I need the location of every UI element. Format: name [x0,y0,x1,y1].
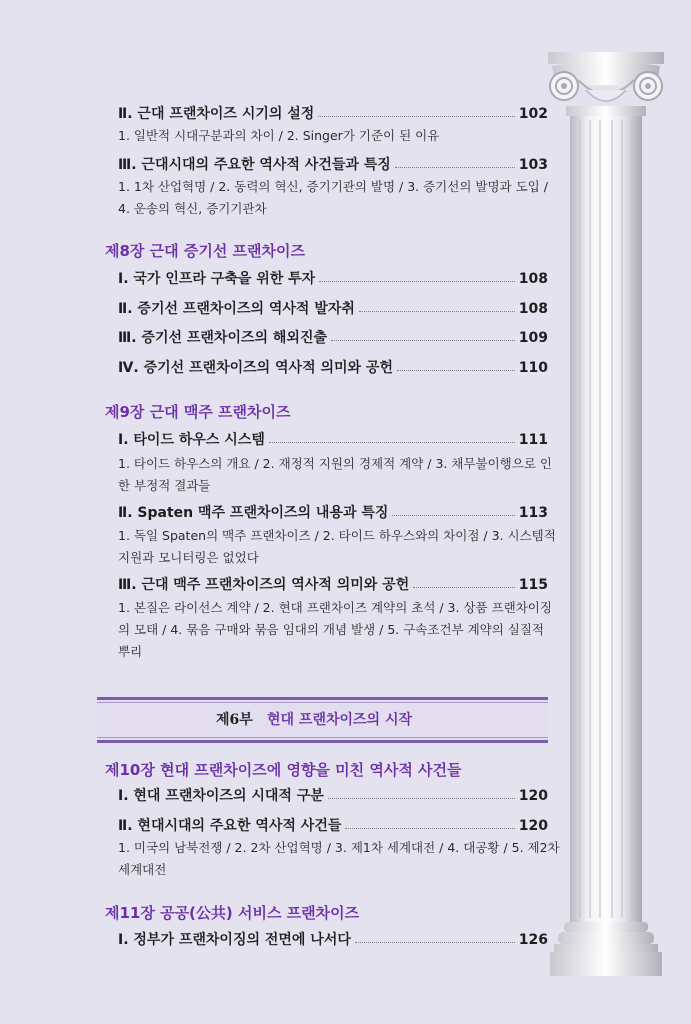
entry-subtopics: 1. 독일 Spaten의 맥주 프랜차이즈 / 2. 타이드 하우스와의 차이점 / 3. 시스템적 [118,528,556,543]
entry-title: Ⅰ. 국가 인프라 구축을 위한 투자 [118,271,316,287]
toc-entry[interactable] [118,299,548,319]
dot-leader [355,930,515,943]
entry-subtopics: 1. 미국의 남북전쟁 / 2. 2차 산업혁명 / 3. 제1차 세계대전 / 4. 대공황 / 5. 제2차 [118,840,560,855]
page-number: 120 [518,818,548,834]
dot-leader [331,328,515,341]
entry-title: Ⅰ. 현대 프랜차이즈의 시대적 구분 [118,788,324,804]
entry-subtopics: 1. 본질은 라이선스 계약 / 2. 현대 프랜차이즈 계약의 초석 / 3. 상품 프랜차이징 [118,600,552,615]
toc-entry[interactable] [118,155,548,175]
page-number: 108 [518,271,548,287]
entry-subtopics: 지원과 모니터링은 없었다 [118,550,259,565]
entry-title: Ⅳ. 증기선 프랜차이즈의 역사적 의미와 공헌 [118,360,393,376]
toc-entry[interactable] [118,358,548,378]
column-base [550,922,662,976]
dot-leader [359,299,515,312]
entry-title: Ⅱ. Spaten 맥주 프랜차이즈의 내용과 특징 [118,505,389,521]
part-number: 제6부 [216,712,253,728]
toc-entry[interactable] [118,503,548,523]
entry-title: Ⅱ. 현대시대의 주요한 역사적 사건들 [118,818,342,834]
chapter-heading[interactable]: 제11장 공공(公共) 서비스 프랜차이즈 [105,904,360,922]
greek-column-illustration [546,50,666,980]
toc-entry[interactable] [118,104,548,124]
capital-volutes [550,62,662,101]
page-number: 111 [518,432,548,448]
dot-leader [392,503,514,516]
dot-leader [395,155,515,168]
page-number: 109 [518,330,548,346]
dot-leader [269,430,515,443]
page-number: 108 [518,301,548,317]
entry-title: Ⅰ. 타이드 하우스 시스템 [118,432,265,448]
toc-entry[interactable] [118,328,548,348]
toc-entry[interactable] [118,816,548,836]
entry-subtopics: 1. 타이드 하우스의 개요 / 2. 재정적 지원의 경제적 계약 / 3. 채무불이행으로 인 [118,456,552,471]
entry-title: Ⅲ. 증기선 프랜차이즈의 해외진출 [118,330,327,346]
page-number: 113 [518,505,548,521]
page-number: 126 [518,932,548,948]
chapter-heading[interactable]: 제10장 현대 프랜차이즈에 영향을 미친 역사적 사건들 [105,761,462,779]
dot-leader [345,816,514,829]
toc-entry[interactable] [118,269,548,289]
page-number: 115 [518,577,548,593]
entry-title: Ⅱ. 근대 프랜차이즈 시기의 설정 [118,106,315,122]
entry-title: Ⅰ. 정부가 프랜차이징의 전면에 나서다 [118,932,351,948]
entry-subtopics: 한 부정적 결과들 [118,478,211,493]
toc-entry[interactable] [118,786,548,806]
entry-title: Ⅱ. 증기선 프랜차이즈의 역사적 발자취 [118,301,355,317]
toc-entry[interactable] [118,430,548,450]
dot-leader [413,575,515,588]
dot-leader [319,269,515,282]
toc-entry[interactable] [118,930,548,950]
part-title: 현대 프랜차이즈의 시작 [267,712,412,728]
page-number: 120 [518,788,548,804]
toc-entry[interactable] [118,575,548,595]
entry-subtopics: 뿌리 [118,644,143,659]
entry-title: Ⅲ. 근대 맥주 프랜차이즈의 역사적 의미와 공헌 [118,577,410,593]
column-shaft [570,116,642,922]
entry-subtopics: 1. 1차 산업혁명 / 2. 동력의 혁신, 증기기관의 발명 / 3. 증기선의 발명과 도입 / [118,179,548,194]
chapter-heading[interactable]: 제9장 근대 맥주 프랜차이즈 [105,403,291,421]
part-divider[interactable] [97,697,548,743]
page-number: 103 [518,157,548,173]
entry-subtopics: 의 모태 / 4. 묶음 구매와 묶음 임대의 개념 발생 / 5. 구속조건부 계약의 실질적 [118,622,545,637]
entry-title: Ⅲ. 근대시대의 주요한 역사적 사건들과 특징 [118,157,391,173]
entry-subtopics: 4. 운송의 혁신, 증기기관차 [118,201,267,216]
entry-subtopics: 1. 일반적 시대구분과의 차이 / 2. Singer가 기준이 된 이유 [118,128,440,143]
dot-leader [328,786,515,799]
page-number: 102 [518,106,548,122]
page-number: 110 [518,360,548,376]
dot-leader [397,358,515,371]
chapter-heading[interactable]: 제8장 근대 증기선 프랜차이즈 [105,242,305,260]
dot-leader [318,104,514,117]
entry-subtopics: 세계대전 [118,862,167,877]
capital-echinus [566,106,646,116]
